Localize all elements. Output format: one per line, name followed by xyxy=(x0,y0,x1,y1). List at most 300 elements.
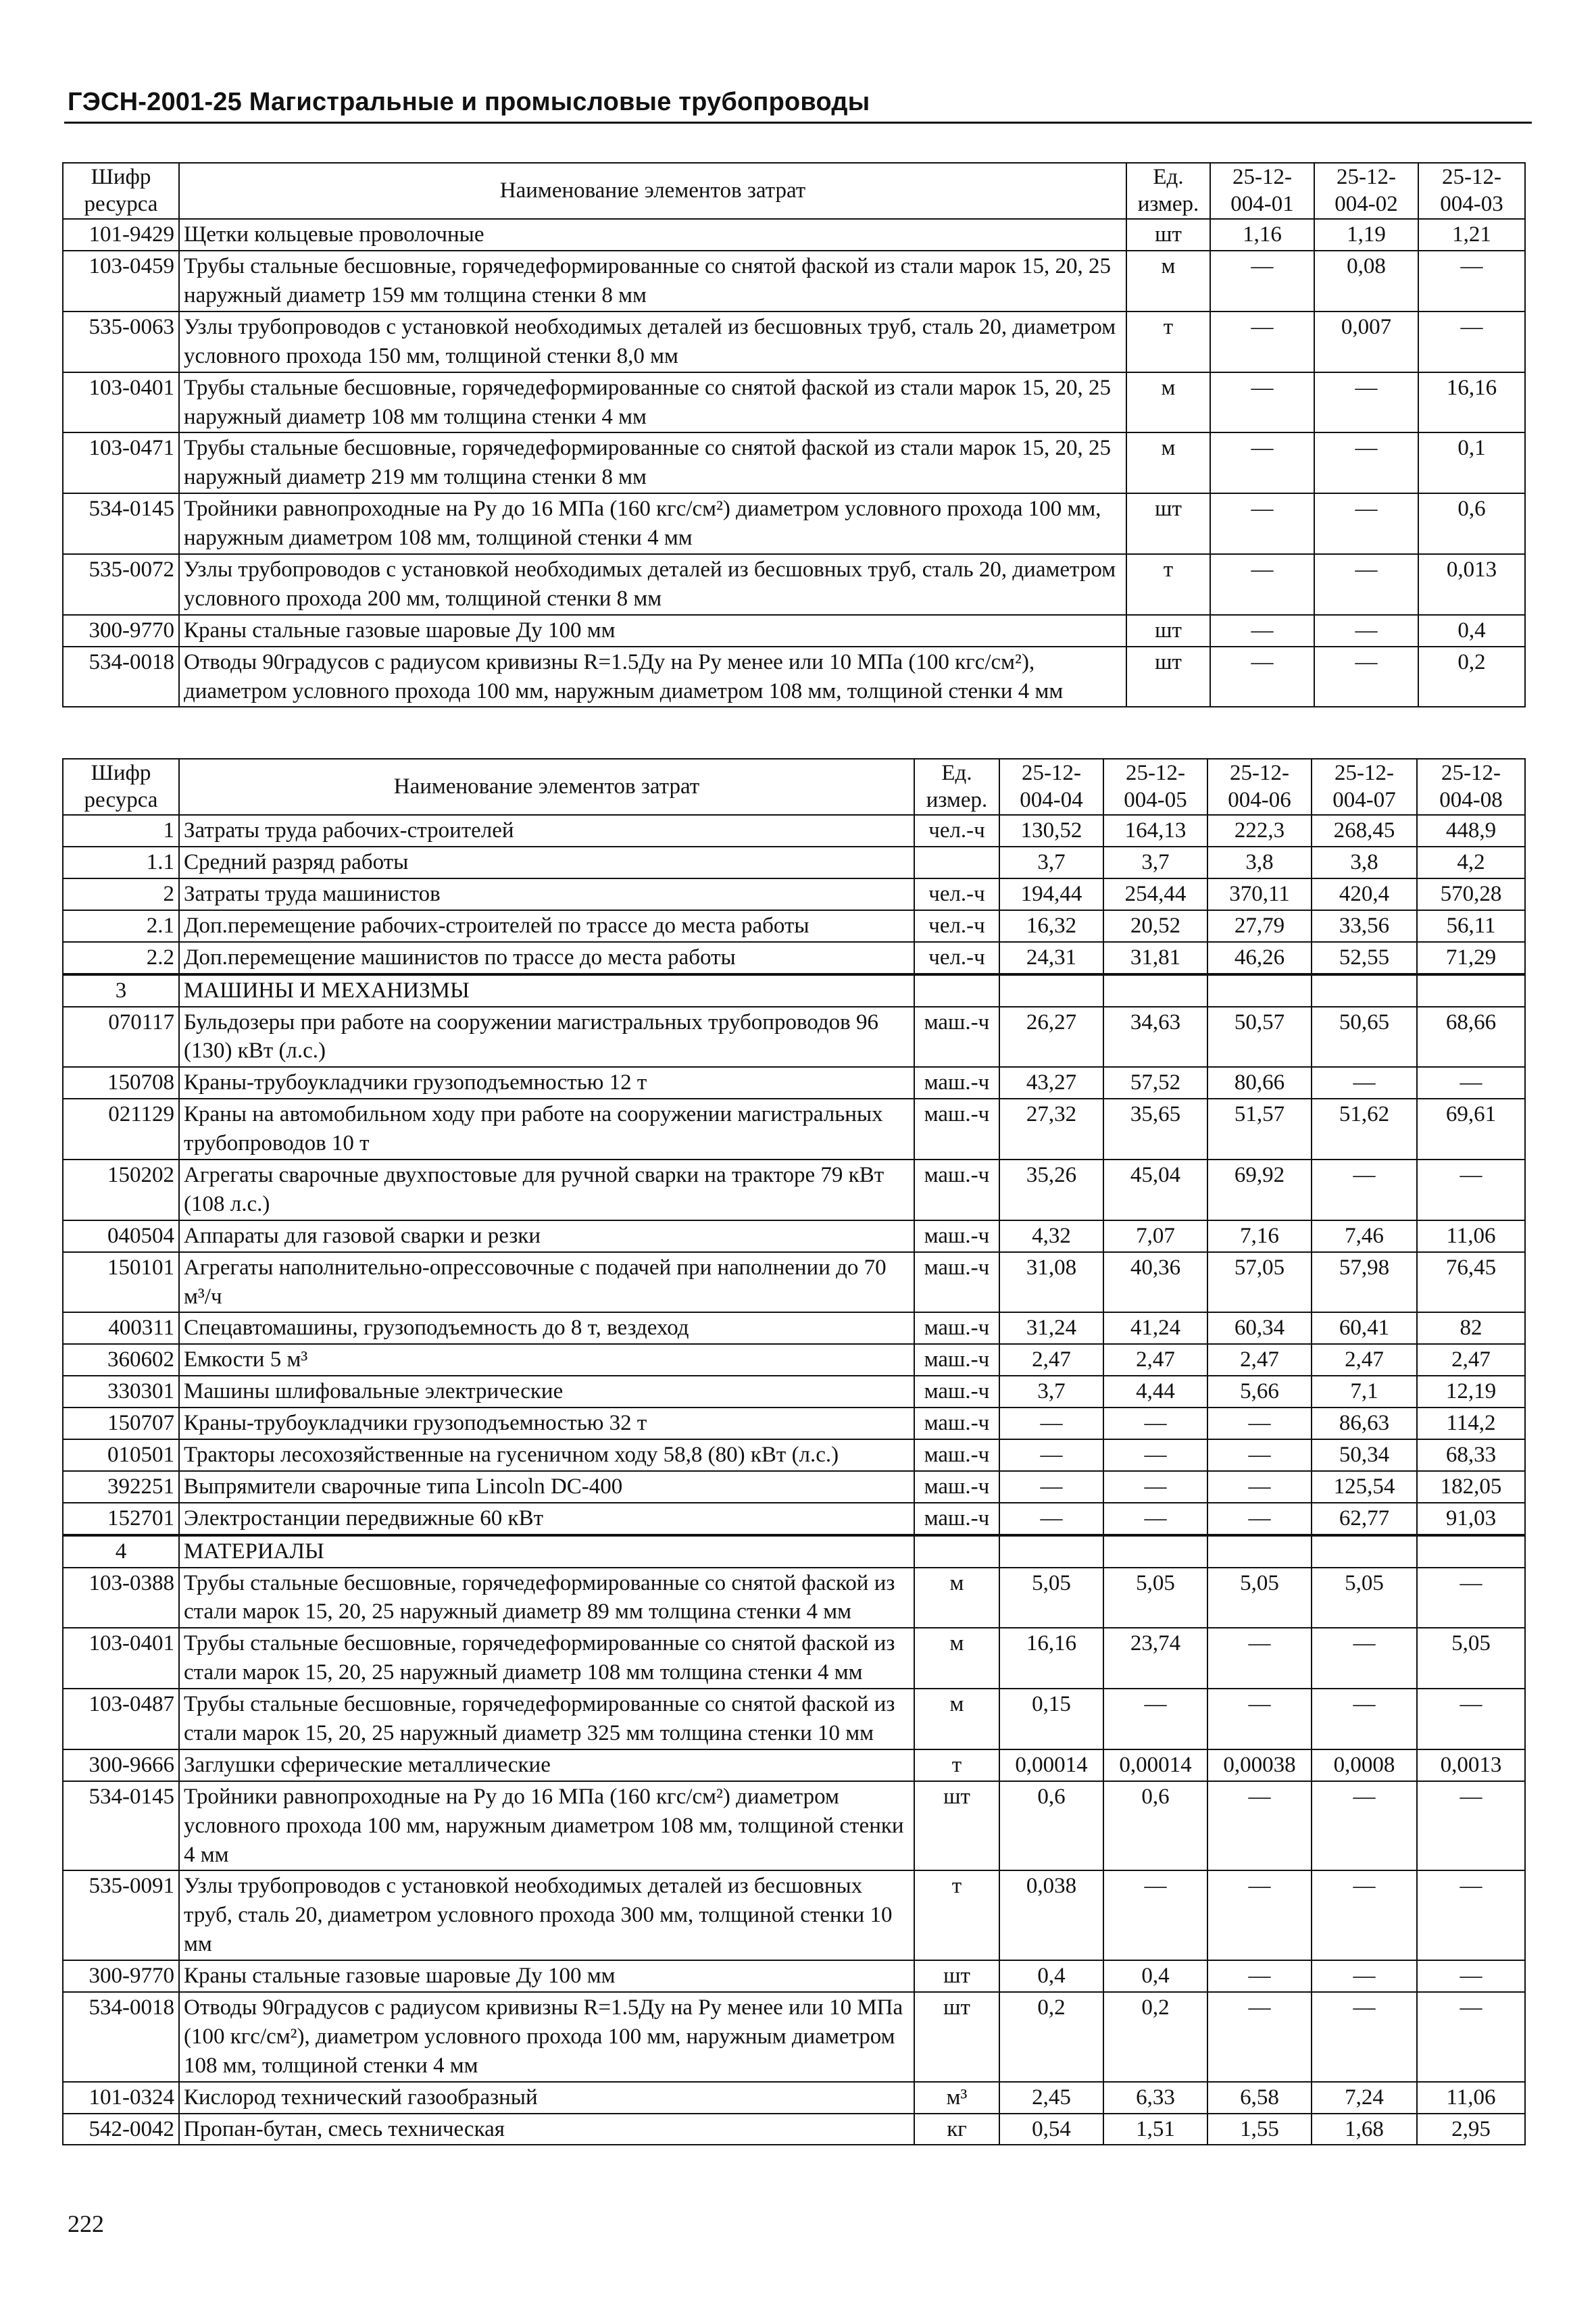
value-cell: 0,0013 xyxy=(1417,1749,1525,1781)
value-cell: 0,00014 xyxy=(999,1749,1103,1781)
value-cell: 0,00014 xyxy=(1103,1749,1207,1781)
value-cell: 0,00038 xyxy=(1207,1749,1312,1781)
value-cell: — xyxy=(1210,312,1314,372)
value-cell: — xyxy=(1314,432,1418,493)
cost-element-name: Узлы трубопроводов с установкой необходимых деталей из бесшовных труб, сталь 20, диаметром условного прохода 300 мм, толщиной стенки 10 мм xyxy=(179,1870,914,1960)
value-cell: — xyxy=(1312,1960,1417,1992)
value-cell: 2,47 xyxy=(1417,1344,1525,1376)
resource-code: 101-9429 xyxy=(63,219,179,251)
table-row xyxy=(63,1160,1525,1220)
table-row xyxy=(63,1099,1525,1160)
value-cell: 0,54 xyxy=(999,2114,1103,2145)
value-cell: — xyxy=(1417,1960,1525,1992)
table-row xyxy=(63,615,1525,647)
table-row xyxy=(63,1067,1525,1099)
column-header: Шифр ресурса xyxy=(63,759,179,815)
value-cell: — xyxy=(1417,1689,1525,1749)
unit-cell: м xyxy=(914,1689,999,1749)
value-cell: 46,26 xyxy=(1207,942,1312,974)
value-cell: — xyxy=(1312,1781,1417,1871)
value-cell: — xyxy=(1210,647,1314,707)
cost-element-name: Трубы стальные бесшовные, горячедеформированные со снятой фаской из стали марок 15, 20, 25 наружный диаметр 108 мм толщина стенки 4 мм xyxy=(179,1628,914,1689)
value-cell: 27,32 xyxy=(999,1099,1103,1160)
unit-cell: маш.-ч xyxy=(914,1503,999,1535)
value-cell: 0,2 xyxy=(999,1992,1103,2082)
table-row xyxy=(63,1408,1525,1439)
resource-code: 150708 xyxy=(63,1067,179,1099)
value-cell: — xyxy=(999,1408,1103,1439)
cost-element-name: Средний разряд работы xyxy=(179,847,914,878)
cost-element-name: Отводы 90градусов с радиусом кривизны R=1.5Ду на Ру менее или 10 МПа (100 кгс/см²), диаметром условного прохода 100 мм, наружным диаметром 108 мм, толщиной стенки 4 мм xyxy=(179,647,1126,707)
unit-cell: маш.-ч xyxy=(914,1312,999,1344)
value-cell: 3,8 xyxy=(1207,847,1312,878)
value-cell: — xyxy=(1103,1408,1207,1439)
resource-code: 103-0401 xyxy=(63,372,179,433)
resource-code: 150202 xyxy=(63,1160,179,1220)
cost-element-name: Тройники равнопроходные на Ру до 16 МПа (160 кгс/см²) диаметром условного прохода 100 мм, наружным диаметром 108 мм, толщиной стенки 4 мм xyxy=(179,1781,914,1871)
value-cell: 51,62 xyxy=(1312,1099,1417,1160)
value-cell: 0,013 xyxy=(1418,554,1525,615)
resource-code: 040504 xyxy=(63,1220,179,1252)
empty-cell xyxy=(1312,974,1417,1007)
section-row xyxy=(63,974,1525,1007)
resource-code: 150707 xyxy=(63,1408,179,1439)
value-cell: 31,81 xyxy=(1103,942,1207,974)
cost-element-name: Кислород технический газообразный xyxy=(179,2082,914,2114)
value-cell: 16,16 xyxy=(1418,372,1525,433)
table-row xyxy=(63,1220,1525,1252)
value-cell: 5,05 xyxy=(1103,1568,1207,1628)
value-cell: — xyxy=(1312,1067,1417,1099)
value-cell: 5,66 xyxy=(1207,1376,1312,1408)
empty-cell xyxy=(1417,1535,1525,1568)
value-cell: 5,05 xyxy=(1417,1628,1525,1689)
value-cell: 5,05 xyxy=(1312,1568,1417,1628)
value-cell: — xyxy=(999,1471,1103,1503)
unit-cell: маш.-ч xyxy=(914,1067,999,1099)
table-row xyxy=(63,1628,1525,1689)
unit-cell: маш.-ч xyxy=(914,1160,999,1220)
cost-element-name: Емкости 5 м³ xyxy=(179,1344,914,1376)
value-cell: 68,33 xyxy=(1417,1439,1525,1471)
value-cell: 0,4 xyxy=(999,1960,1103,1992)
value-cell: — xyxy=(1207,1689,1312,1749)
value-cell: 11,06 xyxy=(1417,1220,1525,1252)
resource-code: 535-0091 xyxy=(63,1870,179,1960)
resource-code: 152701 xyxy=(63,1503,179,1535)
value-cell: — xyxy=(1314,615,1418,647)
value-cell: 130,52 xyxy=(999,815,1103,847)
unit-cell: шт xyxy=(914,1992,999,2082)
value-cell: — xyxy=(1207,1628,1312,1689)
resource-code: 1.1 xyxy=(63,847,179,878)
resource-code: 010501 xyxy=(63,1439,179,1471)
unit-cell: шт xyxy=(1126,219,1210,251)
column-header: 25-12-004-02 xyxy=(1314,163,1418,219)
value-cell: 3,7 xyxy=(999,847,1103,878)
value-cell: — xyxy=(1207,1781,1312,1871)
unit-cell: маш.-ч xyxy=(914,1252,999,1313)
resource-table-1 xyxy=(62,162,1526,707)
unit-cell: маш.-ч xyxy=(914,1099,999,1160)
column-header: Наименование элементов затрат xyxy=(179,163,1126,219)
value-cell: 4,44 xyxy=(1103,1376,1207,1408)
cost-element-name: Трубы стальные бесшовные, горячедеформированные со снятой фаской из стали марок 15, 20, 25 наружный диаметр 219 мм толщина стенки 8 мм xyxy=(179,432,1126,493)
value-cell: 60,41 xyxy=(1312,1312,1417,1344)
unit-cell: т xyxy=(914,1870,999,1960)
value-cell: 1,21 xyxy=(1418,219,1525,251)
value-cell: 4,32 xyxy=(999,1220,1103,1252)
table-row xyxy=(63,847,1525,878)
value-cell: 2,47 xyxy=(1103,1344,1207,1376)
empty-cell xyxy=(1103,974,1207,1007)
cost-element-name: Отводы 90градусов с радиусом кривизны R=1.5Ду на Ру менее или 10 МПа (100 кгс/см²), диаметром условного прохода 100 мм, наружным диаметром 108 мм, толщиной стенки 4 мм xyxy=(179,1992,914,2082)
resource-code: 101-0324 xyxy=(63,2082,179,2114)
cost-element-name: Тройники равнопроходные на Ру до 16 МПа (160 кгс/см²) диаметром условного прохода 100 мм, наружным диаметром 108 мм, толщиной стенки 4 мм xyxy=(179,493,1126,554)
value-cell: 164,13 xyxy=(1103,815,1207,847)
value-cell: — xyxy=(1418,251,1525,312)
cost-element-name: Спецавтомашины, грузоподъемность до 8 т, вездеход xyxy=(179,1312,914,1344)
value-cell: 7,1 xyxy=(1312,1376,1417,1408)
value-cell: — xyxy=(1312,1628,1417,1689)
value-cell: 0,007 xyxy=(1314,312,1418,372)
value-cell: 57,98 xyxy=(1312,1252,1417,1313)
value-cell: 16,32 xyxy=(999,910,1103,942)
value-cell: 82 xyxy=(1417,1312,1525,1344)
resource-code: 1 xyxy=(63,815,179,847)
value-cell: 45,04 xyxy=(1103,1160,1207,1220)
value-cell: 3,7 xyxy=(1103,847,1207,878)
table-row xyxy=(63,647,1525,707)
unit-cell: м xyxy=(1126,251,1210,312)
cost-element-name: Краны-трубоукладчики грузоподъемностью 12 т xyxy=(179,1067,914,1099)
table-row xyxy=(63,1781,1525,1871)
cost-element-name: Тракторы лесохозяйственные на гусеничном ходу 58,8 (80) кВт (л.с.) xyxy=(179,1439,914,1471)
cost-element-name: Трубы стальные бесшовные, горячедеформированные со снятой фаской из стали марок 15, 20, 25 наружный диаметр 159 мм толщина стенки 8 мм xyxy=(179,251,1126,312)
value-cell: — xyxy=(1207,1503,1312,1535)
table-row xyxy=(63,2082,1525,2114)
resource-code: 534-0145 xyxy=(63,1781,179,1871)
value-cell: 52,55 xyxy=(1312,942,1417,974)
table-row xyxy=(63,432,1525,493)
unit-cell: шт xyxy=(1126,493,1210,554)
resource-code: 103-0471 xyxy=(63,432,179,493)
value-cell: 16,16 xyxy=(999,1628,1103,1689)
cost-element-name: Затраты труда машинистов xyxy=(179,878,914,910)
resource-code: 150101 xyxy=(63,1252,179,1313)
column-header: Ед. измер. xyxy=(914,759,999,815)
resource-code: 542-0042 xyxy=(63,2114,179,2145)
value-cell: 35,26 xyxy=(999,1160,1103,1220)
cost-element-name: Трубы стальные бесшовные, горячедеформированные со снятой фаской из стали марок 15, 20, 25 наружный диаметр 108 мм толщина стенки 4 мм xyxy=(179,372,1126,433)
unit-cell: м xyxy=(1126,432,1210,493)
value-cell: 3,7 xyxy=(999,1376,1103,1408)
value-cell: — xyxy=(1207,1992,1312,2082)
value-cell: — xyxy=(1418,312,1525,372)
value-cell: — xyxy=(1207,1471,1312,1503)
unit-cell: маш.-ч xyxy=(914,1007,999,1068)
value-cell: 7,46 xyxy=(1312,1220,1417,1252)
value-cell: 1,19 xyxy=(1314,219,1418,251)
value-cell: — xyxy=(1314,647,1418,707)
page-number: 222 xyxy=(68,2210,104,2237)
value-cell: — xyxy=(1312,1992,1417,2082)
unit-cell: шт xyxy=(1126,615,1210,647)
empty-cell xyxy=(1312,1535,1417,1568)
value-cell: 80,66 xyxy=(1207,1067,1312,1099)
value-cell: 26,27 xyxy=(999,1007,1103,1068)
table-row xyxy=(63,1992,1525,2082)
resource-code: 070117 xyxy=(63,1007,179,1068)
cost-element-name: Доп.перемещение рабочих-строителей по трассе до места работы xyxy=(179,910,914,942)
value-cell: 1,51 xyxy=(1103,2114,1207,2145)
cost-element-name: Щетки кольцевые проволочные xyxy=(179,219,1126,251)
unit-cell: чел.-ч xyxy=(914,815,999,847)
table-row xyxy=(63,942,1525,974)
unit-cell xyxy=(914,847,999,878)
value-cell: — xyxy=(1207,1870,1312,1960)
column-header: 25-12-004-03 xyxy=(1418,163,1525,219)
cost-element-name: Краны-трубоукладчики грузоподъемностью 32 т xyxy=(179,1408,914,1439)
cost-element-name: Затраты труда рабочих-строителей xyxy=(179,815,914,847)
value-cell: 68,66 xyxy=(1417,1007,1525,1068)
table-row xyxy=(63,1344,1525,1376)
value-cell: 12,19 xyxy=(1417,1376,1525,1408)
cost-element-name: Узлы трубопроводов с установкой необходимых деталей из бесшовных труб, сталь 20, диаметром условного прохода 150 мм, толщиной стенки 8,0 мм xyxy=(179,312,1126,372)
unit-cell: шт xyxy=(1126,647,1210,707)
value-cell: — xyxy=(999,1503,1103,1535)
value-cell: 370,11 xyxy=(1207,878,1312,910)
unit-cell: маш.-ч xyxy=(914,1376,999,1408)
value-cell: 2,47 xyxy=(1312,1344,1417,1376)
resource-code: 392251 xyxy=(63,1471,179,1503)
value-cell: 2,95 xyxy=(1417,2114,1525,2145)
unit-cell: кг xyxy=(914,2114,999,2145)
value-cell: — xyxy=(1207,1408,1312,1439)
value-cell: 2,45 xyxy=(999,2082,1103,2114)
table-row xyxy=(63,219,1525,251)
cost-element-name: Краны стальные газовые шаровые Ду 100 мм xyxy=(179,1960,914,1992)
value-cell: 5,05 xyxy=(999,1568,1103,1628)
value-cell: 57,52 xyxy=(1103,1067,1207,1099)
empty-cell xyxy=(1417,974,1525,1007)
value-cell: 0,6 xyxy=(1103,1781,1207,1871)
unit-cell: т xyxy=(1126,554,1210,615)
value-cell: — xyxy=(999,1439,1103,1471)
table-row xyxy=(63,1252,1525,1313)
value-cell: — xyxy=(1103,1870,1207,1960)
resource-code: 2 xyxy=(63,878,179,910)
column-header: 25-12-004-08 xyxy=(1417,759,1525,815)
value-cell: 41,24 xyxy=(1103,1312,1207,1344)
table-row xyxy=(63,1312,1525,1344)
value-cell: 86,63 xyxy=(1312,1408,1417,1439)
resource-code: 534-0018 xyxy=(63,647,179,707)
value-cell: — xyxy=(1314,372,1418,433)
value-cell: 27,79 xyxy=(1207,910,1312,942)
resource-code: 535-0063 xyxy=(63,312,179,372)
value-cell: 1,55 xyxy=(1207,2114,1312,2145)
table-row xyxy=(63,1960,1525,1992)
resource-code: 534-0145 xyxy=(63,493,179,554)
value-cell: — xyxy=(1314,554,1418,615)
value-cell: 0,6 xyxy=(1418,493,1525,554)
resource-code: 360602 xyxy=(63,1344,179,1376)
value-cell: 4,2 xyxy=(1417,847,1525,878)
value-cell: 182,05 xyxy=(1417,1471,1525,1503)
unit-cell: м xyxy=(914,1628,999,1689)
resource-code: 330301 xyxy=(63,1376,179,1408)
value-cell: — xyxy=(1210,493,1314,554)
value-cell: 0,15 xyxy=(999,1689,1103,1749)
resource-code: 400311 xyxy=(63,1312,179,1344)
table-row xyxy=(63,1471,1525,1503)
value-cell: 24,31 xyxy=(999,942,1103,974)
value-cell: 91,03 xyxy=(1417,1503,1525,1535)
section-row xyxy=(63,1535,1525,1568)
cost-element-name: Агрегаты сварочные двухпостовые для ручной сварки на тракторе 79 кВт (108 л.с.) xyxy=(179,1160,914,1220)
empty-cell xyxy=(1207,974,1312,1007)
value-cell: — xyxy=(1417,1160,1525,1220)
value-cell: — xyxy=(1417,1870,1525,1960)
unit-cell: чел.-ч xyxy=(914,878,999,910)
value-cell: 11,06 xyxy=(1417,2082,1525,2114)
table-header-row xyxy=(63,759,1525,815)
unit-cell: т xyxy=(1126,312,1210,372)
value-cell: 2,47 xyxy=(1207,1344,1312,1376)
section-title: МАШИНЫ И МЕХАНИЗМЫ xyxy=(179,974,914,1007)
value-cell: 0,08 xyxy=(1314,251,1418,312)
value-cell: — xyxy=(1417,1781,1525,1871)
value-cell: 0,038 xyxy=(999,1870,1103,1960)
value-cell: — xyxy=(1207,1439,1312,1471)
value-cell: 43,27 xyxy=(999,1067,1103,1099)
table-row xyxy=(63,910,1525,942)
table-row xyxy=(63,1376,1525,1408)
value-cell: — xyxy=(1210,372,1314,433)
value-cell: 6,58 xyxy=(1207,2082,1312,2114)
value-cell: 0,6 xyxy=(999,1781,1103,1871)
empty-cell xyxy=(999,974,1103,1007)
table-row xyxy=(63,1439,1525,1471)
value-cell: 254,44 xyxy=(1103,878,1207,910)
value-cell: — xyxy=(1312,1160,1417,1220)
value-cell: — xyxy=(1312,1870,1417,1960)
value-cell: — xyxy=(1210,432,1314,493)
resource-code: 021129 xyxy=(63,1099,179,1160)
cost-element-name: Пропан-бутан, смесь техническая xyxy=(179,2114,914,2145)
value-cell: — xyxy=(1207,1960,1312,1992)
value-cell: 114,2 xyxy=(1417,1408,1525,1439)
value-cell: 69,92 xyxy=(1207,1160,1312,1220)
cost-element-name: Заглушки сферические металлические xyxy=(179,1749,914,1781)
column-header: Наименование элементов затрат xyxy=(179,759,914,815)
unit-cell: т xyxy=(914,1749,999,1781)
value-cell: 448,9 xyxy=(1417,815,1525,847)
resource-code: 300-9666 xyxy=(63,1749,179,1781)
value-cell: 6,33 xyxy=(1103,2082,1207,2114)
value-cell: — xyxy=(1210,554,1314,615)
value-cell: 570,28 xyxy=(1417,878,1525,910)
table-row xyxy=(63,493,1525,554)
table-row xyxy=(63,312,1525,372)
value-cell: 2,47 xyxy=(999,1344,1103,1376)
section-number: 4 xyxy=(63,1535,179,1568)
value-cell: 31,24 xyxy=(999,1312,1103,1344)
value-cell: — xyxy=(1312,1689,1417,1749)
empty-cell xyxy=(1207,1535,1312,1568)
unit-cell: м³ xyxy=(914,2082,999,2114)
value-cell: 0,0008 xyxy=(1312,1749,1417,1781)
table-row xyxy=(63,1689,1525,1749)
resource-code: 103-0487 xyxy=(63,1689,179,1749)
value-cell: 76,45 xyxy=(1417,1252,1525,1313)
unit-cell: м xyxy=(914,1568,999,1628)
value-cell: 62,77 xyxy=(1312,1503,1417,1535)
table-row xyxy=(63,815,1525,847)
unit-cell: маш.-ч xyxy=(914,1471,999,1503)
value-cell: 35,65 xyxy=(1103,1099,1207,1160)
value-cell: 33,56 xyxy=(1312,910,1417,942)
page-title: ГЭСН-2001-25 Магистральные и промысловые трубопроводы xyxy=(68,88,870,116)
table-row xyxy=(63,1749,1525,1781)
column-header: 25-12-004-07 xyxy=(1312,759,1417,815)
resource-code: 2.2 xyxy=(63,942,179,974)
cost-element-name: Трубы стальные бесшовные, горячедеформированные со снятой фаской из стали марок 15, 20, 25 наружный диаметр 325 мм толщина стенки 10 мм xyxy=(179,1689,914,1749)
cost-element-name: Трубы стальные бесшовные, горячедеформированные со снятой фаской из стали марок 15, 20, 25 наружный диаметр 89 мм толщина стенки 4 мм xyxy=(179,1568,914,1628)
value-cell: — xyxy=(1417,1067,1525,1099)
value-cell: 125,54 xyxy=(1312,1471,1417,1503)
unit-cell: м xyxy=(1126,372,1210,433)
value-cell: 71,29 xyxy=(1417,942,1525,974)
table-row xyxy=(63,878,1525,910)
table-row xyxy=(63,1870,1525,1960)
resource-code: 103-0459 xyxy=(63,251,179,312)
section-title: МАТЕРИАЛЫ xyxy=(179,1535,914,1568)
resource-table-2 xyxy=(62,758,1526,2145)
section-number: 3 xyxy=(63,974,179,1007)
cost-element-name: Электростанции передвижные 60 кВт xyxy=(179,1503,914,1535)
value-cell: 51,57 xyxy=(1207,1099,1312,1160)
value-cell: — xyxy=(1417,1568,1525,1628)
cost-element-name: Аппараты для газовой сварки и резки xyxy=(179,1220,914,1252)
value-cell: 7,16 xyxy=(1207,1220,1312,1252)
value-cell: 194,44 xyxy=(999,878,1103,910)
value-cell: — xyxy=(1103,1439,1207,1471)
value-cell: — xyxy=(1417,1992,1525,2082)
table-row xyxy=(63,554,1525,615)
value-cell: 0,2 xyxy=(1103,1992,1207,2082)
value-cell: 0,1 xyxy=(1418,432,1525,493)
empty-cell xyxy=(914,1535,999,1568)
unit-cell: маш.-ч xyxy=(914,1408,999,1439)
table-row xyxy=(63,1568,1525,1628)
value-cell: 420,4 xyxy=(1312,878,1417,910)
cost-element-name: Узлы трубопроводов с установкой необходимых деталей из бесшовных труб, сталь 20, диаметром условного прохода 200 мм, толщиной стенки 8 мм xyxy=(179,554,1126,615)
value-cell: 50,57 xyxy=(1207,1007,1312,1068)
value-cell: — xyxy=(1103,1689,1207,1749)
value-cell: 34,63 xyxy=(1103,1007,1207,1068)
value-cell: — xyxy=(1210,615,1314,647)
value-cell: 23,74 xyxy=(1103,1628,1207,1689)
table-row xyxy=(63,251,1525,312)
value-cell: 20,52 xyxy=(1103,910,1207,942)
unit-cell: маш.-ч xyxy=(914,1439,999,1471)
resource-code: 534-0018 xyxy=(63,1992,179,2082)
value-cell: 40,36 xyxy=(1103,1252,1207,1313)
table-row xyxy=(63,1503,1525,1535)
table-row xyxy=(63,1007,1525,1068)
